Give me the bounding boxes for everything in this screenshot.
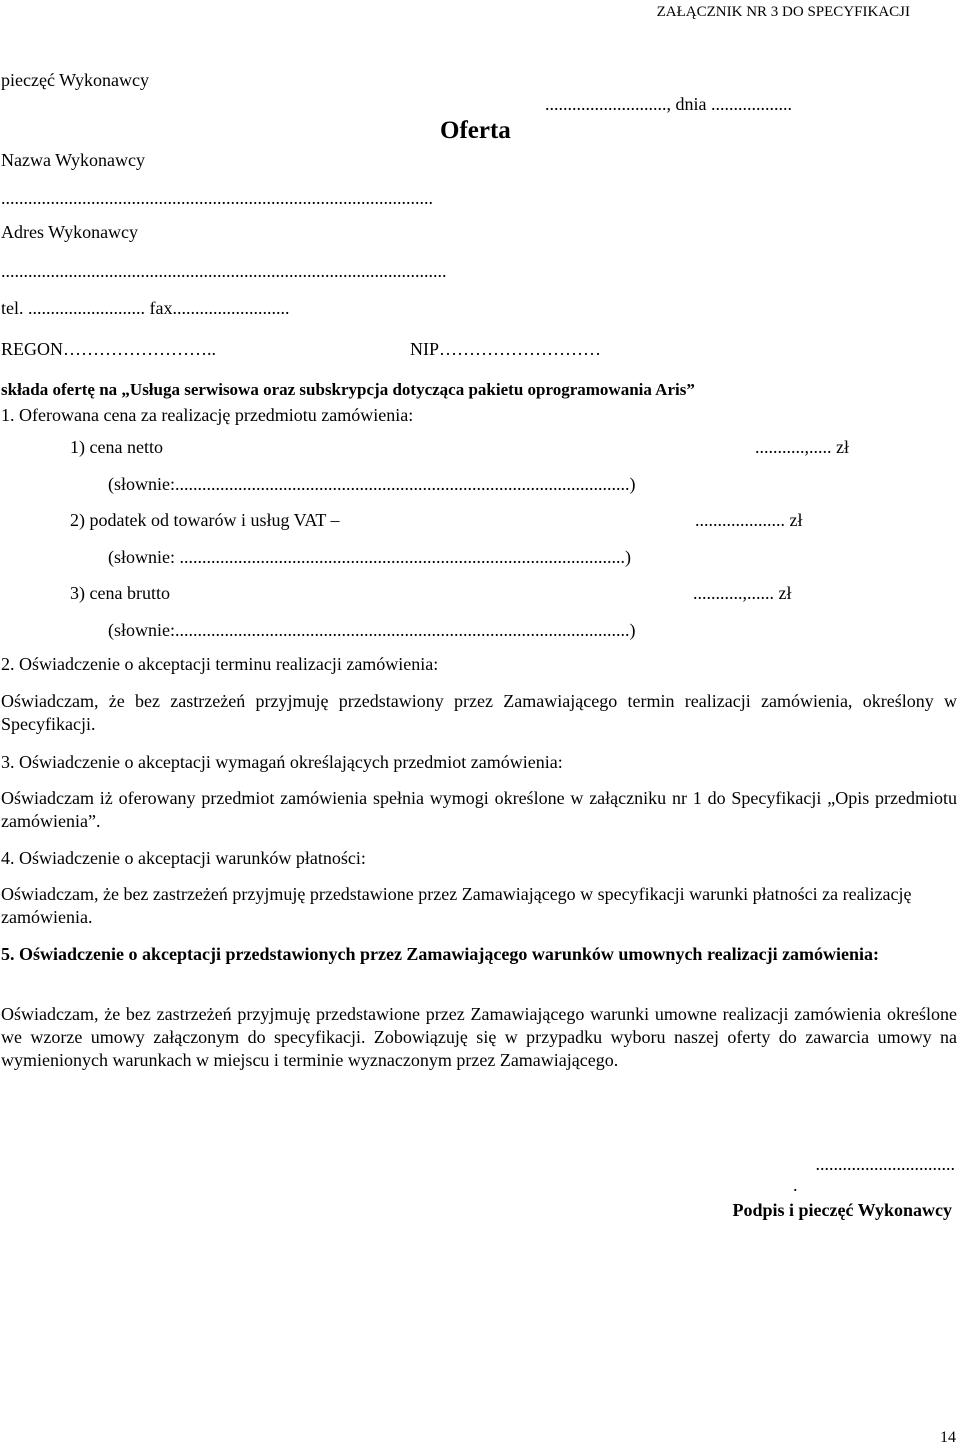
- regon-line: REGON……………………..: [1, 339, 216, 359]
- section4-heading: 4. Oświadczenie o akceptacji warunków płatności:: [1, 848, 366, 868]
- contractor-address-dots: ...................................................................................................: [1, 261, 447, 281]
- contractor-name-dots: ................................................................................................: [1, 188, 433, 208]
- signature-dot: .: [793, 1175, 798, 1195]
- vat-label: 2) podatek od towarów i usług VAT –: [70, 510, 340, 530]
- stamp-label: pieczęć Wykonawcy: [1, 70, 150, 90]
- section2-heading: 2. Oświadczenie o akceptacji terminu realizacji zamówienia:: [1, 654, 439, 674]
- page-number: 14: [940, 1429, 956, 1446]
- section3-heading: 3. Oświadczenie o akceptacji wymagań określających przedmiot zamówienia:: [1, 752, 563, 772]
- gross-price-words: (słownie:.....................................................................................................): [108, 620, 636, 640]
- section3-text: Oświadczam iż oferowany przedmiot zamówienia spełnia wymogi określone w załączniku nr 1 do Specyfikacji „Opis przedmiotu zamówienia”.: [1, 788, 957, 831]
- section4-text: Oświadczam, że bez zastrzeżeń przyjmuję przedstawione przez Zamawiającego w specyfikacji warunki płatności za realizację zamówienia.: [1, 884, 912, 927]
- phone-fax-line: tel. .......................... fax..........................: [1, 298, 290, 318]
- section5-heading: 5. Oświadczenie o akceptacji przedstawionych przez Zamawiającego warunków umownych realizacji zamówienia:: [1, 944, 880, 964]
- contractor-name-label: Nazwa Wykonawcy: [1, 150, 146, 170]
- net-price-words: (słownie:.....................................................................................................): [108, 474, 636, 494]
- document-title: Oferta: [440, 117, 511, 144]
- submits-offer-line: składa ofertę na „Usługa serwisowa oraz subskrypcja dotycząca pakietu oprogramowania Aris”: [1, 380, 695, 399]
- section5-text: Oświadczam, że bez zastrzeżeń przyjmuję przedstawione przez Zamawiającego warunki umowne realizacji zamówienia określone we wzorze umowy załączonym do specyfikacji. Zobowiązuję się w przypadku wyboru naszej oferty do zawarcia umowy na wymienionych warunkach w miejscu i terminie wyznaczonym przez Zamawiającego.: [1, 1004, 957, 1070]
- signature-dots: ...............................: [815, 1154, 955, 1174]
- net-price-label: 1) cena netto: [70, 437, 163, 457]
- section1-heading: 1. Oferowana cena za realizację przedmiotu zamówienia:: [1, 405, 414, 425]
- net-price-amount: ...........,..... zł: [755, 437, 849, 457]
- gross-price-label: 3) cena brutto: [70, 583, 170, 603]
- gross-price-amount: ...........,...... zł: [693, 583, 792, 603]
- nip-line: NIP………………………: [410, 339, 602, 359]
- vat-words: (słownie: ...................................................................................................): [108, 547, 631, 567]
- contractor-address-label: Adres Wykonawcy: [1, 222, 139, 242]
- signature-label: Podpis i pieczęć Wykonawcy: [732, 1200, 952, 1220]
- date-line: ..........................., dnia ..................: [545, 94, 792, 114]
- section2-text: Oświadczam, że bez zastrzeżeń przyjmuję przedstawiony przez Zamawiającego termin realizacji zamówienia, określony w Specyfikacji.: [1, 691, 957, 734]
- annex-header: ZAŁĄCZNIK NR 3 DO SPECYFIKACJI: [656, 4, 910, 20]
- vat-amount: .................... zł: [695, 510, 803, 530]
